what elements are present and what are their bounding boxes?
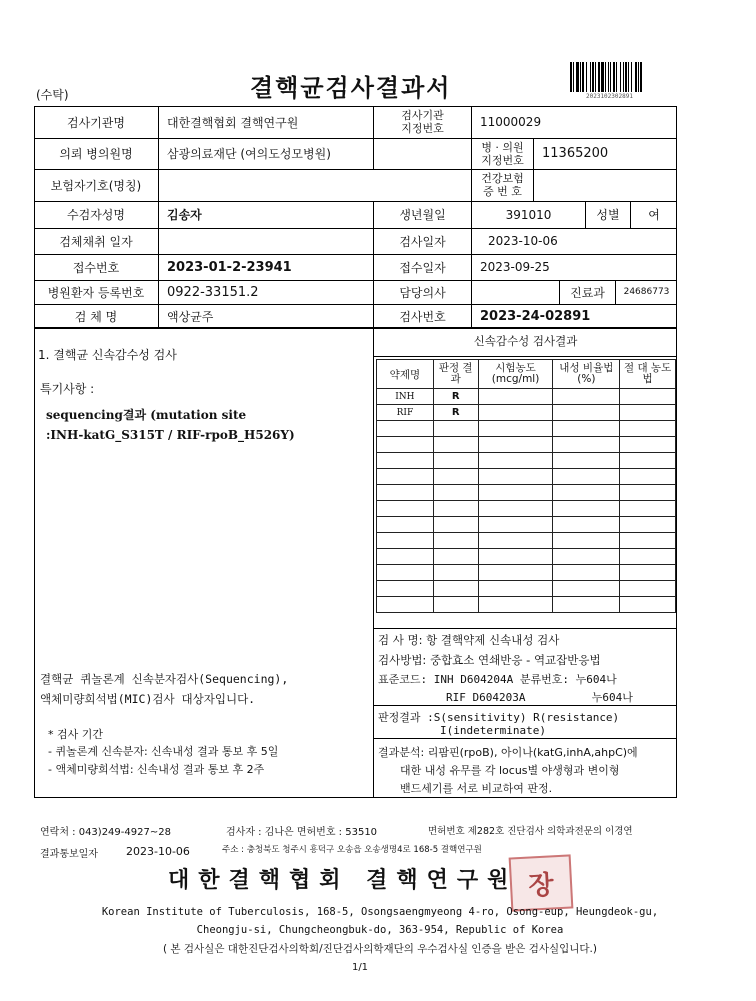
patient-name-label: 수검자성명: [67, 208, 125, 222]
table-cell: [620, 565, 676, 581]
table-cell: [478, 437, 553, 453]
address-en-line1: Korean Institute of Tuberculosis, 168-5, Osongsaengmyeong 4-ro, Osong-eup, Heungdeok-gu,: [101, 906, 659, 918]
table-cell: [433, 597, 478, 613]
table-cell: [377, 437, 434, 453]
result-table-title: 신속감수성 검사결과: [473, 334, 578, 348]
table-cell: [620, 453, 676, 469]
table-row: [377, 453, 676, 469]
table-cell: [620, 421, 676, 437]
table-cell: [553, 389, 620, 405]
method-code1: 표준코드: INH D604204A 분류번호: 누604나: [378, 673, 617, 686]
table-cell: [620, 581, 676, 597]
req-label: 의뢰 병의원명: [59, 147, 133, 161]
judgement-line1: 판정결과 :S(sensitivity) R(resistance): [378, 711, 620, 724]
analysis-line1: 결과분석: 리팜핀(rpoB), 아이나(katG,inhA,ahpC)에: [378, 746, 638, 759]
col-absolute: 절 대 농도법: [620, 360, 676, 389]
method-code2: RIF D604203A 누604나: [446, 691, 633, 704]
doctor-value: [472, 280, 559, 304]
table-row: [377, 581, 676, 597]
col-result: 판정 결과: [433, 360, 478, 389]
test-date-label: 검사일자: [399, 234, 446, 249]
table-cell: [620, 389, 676, 405]
address-en-line2: Cheongju-si, Chungcheongbuk-do, 363-954, Republic of Korea: [196, 924, 564, 936]
accession-date-label: 접수일자: [399, 260, 446, 275]
table-cell: [553, 581, 620, 597]
table-cell: [377, 549, 434, 565]
table-cell: [553, 437, 620, 453]
section-title: 1. 결핵균 신속감수성 검사: [38, 348, 177, 362]
notify-date: 2023-10-06: [126, 845, 190, 858]
table-cell: [433, 453, 478, 469]
table-row: [377, 517, 676, 533]
table-row: [377, 389, 676, 405]
certification: ( 본 검사실은 대한진단검사의학회/진단검사의학재단의 우수검사실 인증을 받은 검사실입니다.): [162, 943, 597, 955]
test-number-label: 검사번호: [399, 309, 446, 324]
barcode-number: 2023102302891: [586, 93, 633, 100]
table-cell: [478, 389, 553, 405]
table-cell: [620, 533, 676, 549]
collect-date-value: [159, 228, 373, 254]
insurer-value: [159, 169, 471, 201]
table-cell: [433, 533, 478, 549]
sex-label: 성별: [596, 208, 620, 222]
result-table: [376, 359, 676, 613]
inst-value: 대한결핵협회 결핵연구원: [167, 115, 299, 130]
table-cell: [620, 517, 676, 533]
table-cell: [478, 453, 553, 469]
hospital-reg-value: 0922-33151.2: [167, 284, 259, 300]
sex-value: 여: [648, 208, 660, 222]
table-cell: [433, 549, 478, 565]
department-label: 진료과: [570, 285, 605, 300]
note-line1: 결핵균 퀴놀론계 신속분자검사(Sequencing),: [40, 672, 289, 686]
inst-no-label: 검사기관 지정번호: [401, 109, 444, 135]
table-cell: [620, 549, 676, 565]
table-cell: [478, 597, 553, 613]
test-number-value: 2023-24-02891: [480, 308, 591, 324]
table-cell: [553, 549, 620, 565]
table-cell: [478, 485, 553, 501]
table-cell: [433, 517, 478, 533]
table-cell: [478, 581, 553, 597]
period-line1: - 퀴놀론계 신속분자: 신속내성 결과 통보 후 5일: [48, 745, 279, 758]
table-cell: [377, 453, 434, 469]
method-name: 검 사 명: 항 결핵약제 신속내성 검사: [378, 633, 560, 647]
table-row: [377, 501, 676, 517]
collect-date-label: 검체채취 일자: [59, 234, 133, 249]
document-title: 결핵균검사결과서: [250, 73, 452, 102]
table-cell: RIF: [377, 405, 434, 421]
table-cell: [620, 437, 676, 453]
table-cell: [377, 597, 434, 613]
dob-value: 391010: [505, 207, 552, 222]
table-cell: [433, 469, 478, 485]
table-cell: [553, 405, 620, 421]
receipt-label: (수탁): [36, 88, 69, 102]
table-cell: [478, 421, 553, 437]
req-no-value: 11365200: [542, 146, 609, 161]
patient-name-value: 김송자: [167, 208, 202, 222]
period-line2: - 액체미량희석법: 신속내성 결과 통보 후 2주: [48, 763, 265, 776]
table-cell: [377, 565, 434, 581]
table-cell: [478, 549, 553, 565]
table-cell: [553, 485, 620, 501]
table-cell: [553, 453, 620, 469]
specialist: 면허번호 제282호 진단검사 의학과전문의 이경연: [428, 826, 633, 837]
accession-value: 2023-01-2-23941: [167, 259, 292, 275]
table-cell: R: [433, 389, 478, 405]
org-name: 대한결핵협회 결핵연구원: [168, 867, 518, 893]
req-value: 삼광의료재단 (여의도성모병원): [167, 147, 331, 161]
table-row: [377, 549, 676, 565]
table-cell: [377, 421, 434, 437]
page-number: 1/1: [351, 962, 369, 973]
health-card-label: 건강보험 증 번 호: [481, 172, 524, 198]
hospital-reg-label: 병원환자 등록번호: [47, 285, 145, 300]
notify-date-label: 결과통보일자: [40, 849, 98, 860]
table-row: [377, 421, 676, 437]
table-cell: [433, 421, 478, 437]
table-cell: [553, 565, 620, 581]
table-cell: [377, 581, 434, 597]
test-date-value: 2023-10-06: [488, 234, 558, 248]
table-cell: R: [433, 405, 478, 421]
judgement-line2: I(indeterminate): [440, 724, 546, 737]
table-cell: [620, 485, 676, 501]
table-cell: [553, 597, 620, 613]
special-notes-label: 특기사항 :: [40, 382, 95, 396]
table-cell: [553, 501, 620, 517]
insurer-label: 보험자기호(명칭): [50, 178, 142, 193]
address-kr: 주소 : 충청북도 청주시 흥덕구 오송읍 오송생명4로 168-5 결핵연구원: [222, 845, 482, 855]
inst-label: 검사기관명: [67, 115, 125, 130]
method-procedure: 검사방법: 중합효소 연쇄반응 - 역교잡반응법: [378, 653, 601, 667]
contact: 연락처 : 043)249-4927~28: [40, 827, 171, 838]
table-cell: [433, 501, 478, 517]
table-cell: [377, 533, 434, 549]
table-cell: [377, 501, 434, 517]
table-row: [377, 597, 676, 613]
table-cell: [478, 517, 553, 533]
table-row: [377, 565, 676, 581]
col-proportion: 내성 비율법(%): [553, 360, 620, 389]
table-cell: [620, 501, 676, 517]
analysis-line2: 대한 내성 유무를 각 locus별 야생형과 변이형: [400, 764, 620, 777]
table-cell: [620, 469, 676, 485]
note-line2: 액체미량희석법(MIC)검사 대상자입니다.: [40, 692, 256, 706]
special-notes-line1: sequencing결과 (mutation site: [46, 408, 247, 422]
health-card-value: [534, 169, 677, 201]
req-no-label: 병 · 의원 지정번호: [481, 140, 524, 167]
department-value: 24686773: [623, 287, 670, 297]
table-cell: [478, 533, 553, 549]
table-row: [377, 485, 676, 501]
table-row: [377, 437, 676, 453]
table-cell: [433, 581, 478, 597]
table-row: [377, 469, 676, 485]
accession-label: 접수번호: [72, 260, 120, 275]
col-concentration: 시험농도 (mcg/ml): [478, 360, 553, 389]
table-cell: [377, 485, 434, 501]
barcode: [568, 62, 680, 92]
table-cell: [620, 597, 676, 613]
table-row: [377, 533, 676, 549]
table-cell: [553, 517, 620, 533]
official-seal: 장: [509, 854, 574, 911]
specimen-value: 액상균주: [167, 309, 214, 324]
doctor-label: 담당의사: [399, 285, 446, 300]
table-cell: [377, 517, 434, 533]
table-cell: [553, 421, 620, 437]
analysis-line3: 밴드세기를 서로 비교하여 판정.: [400, 782, 553, 795]
table-cell: [377, 469, 434, 485]
table-cell: [553, 533, 620, 549]
special-notes-line2: :INH-katG_S315T / RIF-rpoB_H526Y): [46, 428, 295, 442]
table-cell: [478, 565, 553, 581]
table-cell: [620, 405, 676, 421]
table-cell: [433, 485, 478, 501]
table-cell: [478, 405, 553, 421]
table-cell: [478, 501, 553, 517]
table-cell: [478, 469, 553, 485]
table-row: [377, 405, 676, 421]
examiner: 검사자 : 김나은 면허번호 : 53510: [226, 827, 378, 838]
dob-label: 생년월일: [399, 208, 446, 222]
table-cell: [433, 437, 478, 453]
table-cell: [433, 565, 478, 581]
col-drug: 약제명: [377, 360, 434, 389]
specimen-label: 검 체 명: [74, 309, 118, 324]
accession-date-value: 2023-09-25: [480, 260, 550, 274]
table-cell: INH: [377, 389, 434, 405]
table-cell: [553, 469, 620, 485]
period-title: * 검사 기간: [48, 728, 103, 741]
inst-no-value: 11000029: [480, 115, 542, 129]
